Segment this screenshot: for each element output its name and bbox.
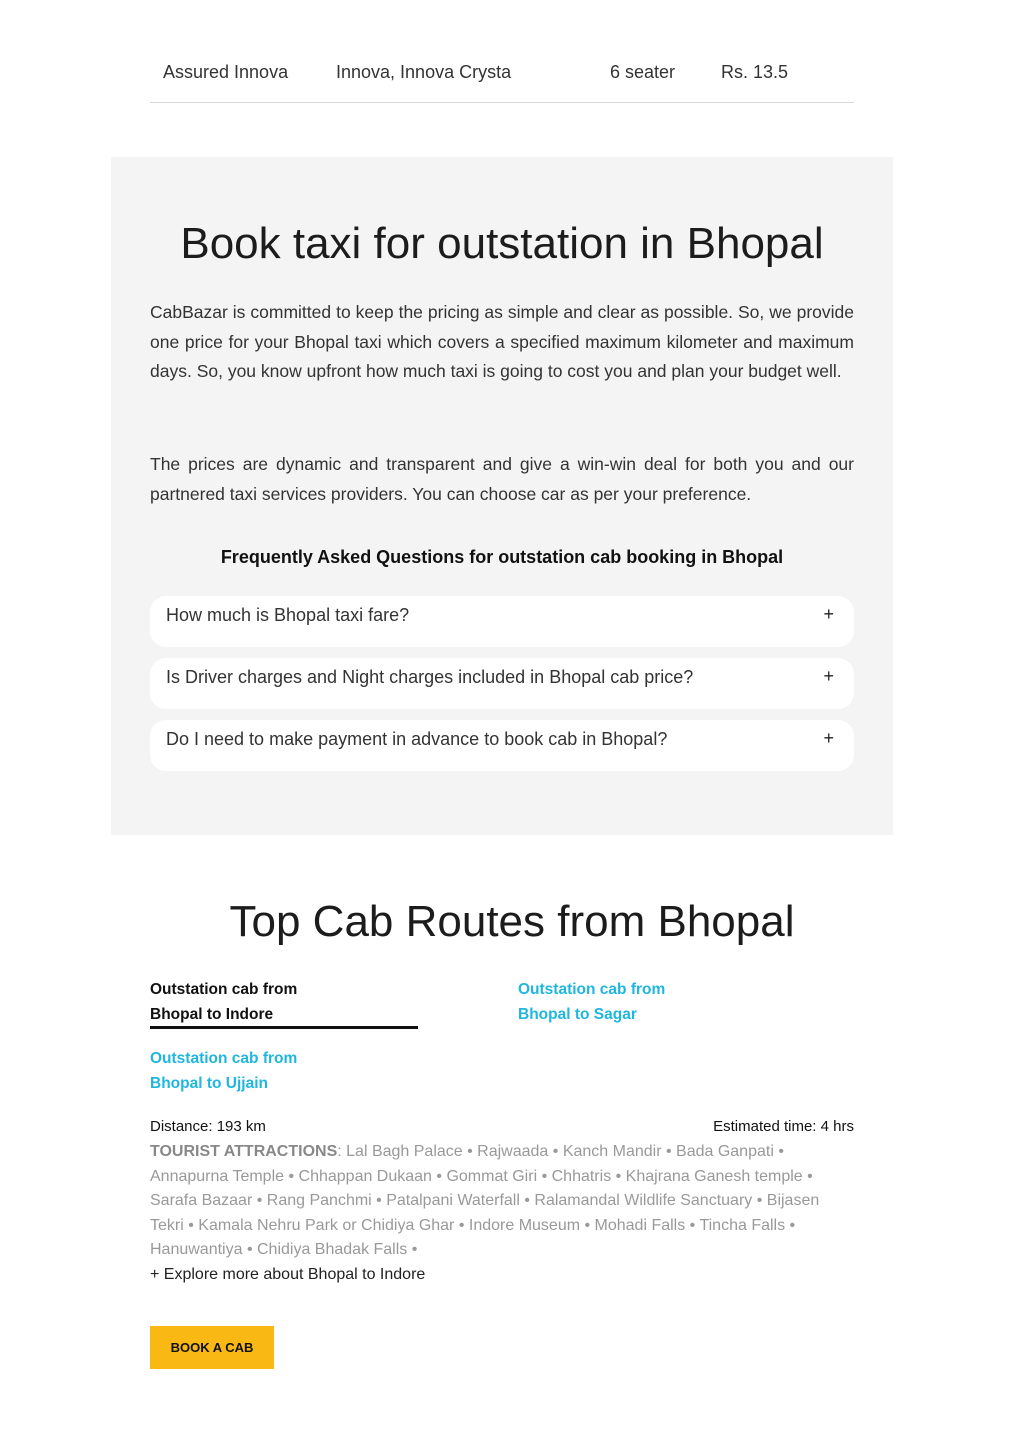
tourist-attractions: TOURIST ATTRACTIONS: Lal Bagh Palace • Rajwaada • Kanch Mandir • Bada Ganpati • Annapurna Temple • Chhappan Dukaan • Gommat Giri • Chhatris • Khajrana Ganesh temple • Sarafa Bazaar • Rang Panchmi • Patalpani Waterfall • Ralamandal Wildlife Sanctuary • Bijasen Tekri • Kamala Nehru Park or Chidiya Ghar • Indore Museum • Mohadi Falls • Tincha Falls • Hanuwantiya • Chidiya Bhadak Falls • xyxy=(150,1143,820,1258)
faq-question: Do I need to make payment in advance to book cab in Bhopal? xyxy=(166,729,668,749)
faq-question: How much is Bhopal taxi fare? xyxy=(166,605,410,625)
route-tab-bhopal-indore[interactable] xyxy=(150,977,418,1027)
info-title: Book taxi for outstation in Bhopal xyxy=(180,219,824,268)
tourist-attractions-label: TOURIST ATTRACTIONS xyxy=(150,1143,338,1160)
car-type-name: Assured Innova xyxy=(163,62,289,82)
active-tab-underline xyxy=(150,1026,418,1029)
info-paragraph-pricing: CabBazar is committed to keep the pricing as simple and clear as possible. So, we provide one price for your Bhopal taxi which covers a specified maximum kilometer and maximum days. So, you know upfront how much taxi is going to cost you and plan your budget well. xyxy=(150,302,854,381)
book-cab-button[interactable]: BOOK A CAB xyxy=(150,1326,274,1369)
car-seats: 6 seater xyxy=(610,62,676,82)
explore-more-link[interactable]: + Explore more about Bhopal to Indore xyxy=(150,1266,426,1283)
car-models: Innova, Innova Crysta xyxy=(336,62,512,82)
route-tab-line1: Outstation cab from xyxy=(150,1050,298,1067)
faq-item-taxi-fare[interactable] xyxy=(150,596,854,647)
routes-title: Top Cab Routes from Bhopal xyxy=(229,897,795,946)
car-price: Rs. 13.5 xyxy=(721,62,789,82)
route-tab-line2: Bhopal to Indore xyxy=(150,1006,274,1023)
car-type-row xyxy=(150,50,854,103)
route-estimated-time: Estimated time: 4 hrs xyxy=(713,1118,854,1135)
route-tab-line2: Bhopal to Ujjain xyxy=(150,1075,268,1092)
route-tab-line2: Bhopal to Sagar xyxy=(518,1006,637,1023)
outstation-info-panel xyxy=(111,157,893,835)
plus-icon[interactable]: + xyxy=(823,666,834,686)
route-tab-line1: Outstation cab from xyxy=(518,981,666,998)
route-tab-bhopal-sagar[interactable] xyxy=(518,977,786,1027)
faq-item-driver-charges[interactable] xyxy=(150,658,854,709)
faq-heading: Frequently Asked Questions for outstation cab booking in Bhopal xyxy=(220,547,784,567)
route-distance: Distance: 193 km xyxy=(150,1118,266,1135)
faq-item-advance-payment[interactable] xyxy=(150,720,854,771)
route-tab-line1: Outstation cab from xyxy=(150,981,298,998)
route-tab-bhopal-ujjain[interactable] xyxy=(150,1046,418,1096)
plus-icon[interactable]: + xyxy=(823,728,834,748)
info-paragraph-dynamic: The prices are dynamic and transparent and give a win-win deal for both you and our partnered taxi services providers. You can choose car as per your preference. xyxy=(150,454,854,504)
faq-question: Is Driver charges and Night charges included in Bhopal cab price? xyxy=(166,667,694,687)
tourist-attractions-list: Lal Bagh Palace • Rajwaada • Kanch Mandir • Bada Ganpati • Annapurna Temple • Chhappan Dukaan • Gommat Giri • Chhatris • Khajrana Ganesh temple • Sarafa Bazaar • Rang Panchmi • Patalpani Waterfall • Ralamandal Wildlife Sanctuary • Bijasen Tekri • Kamala Nehru Park or Chidiya Ghar • Indore Museum • Mohadi Falls • Tincha Falls • Hanuwantiya • Chidiya Bhadak Falls • xyxy=(150,1143,820,1258)
plus-icon[interactable]: + xyxy=(823,604,834,624)
